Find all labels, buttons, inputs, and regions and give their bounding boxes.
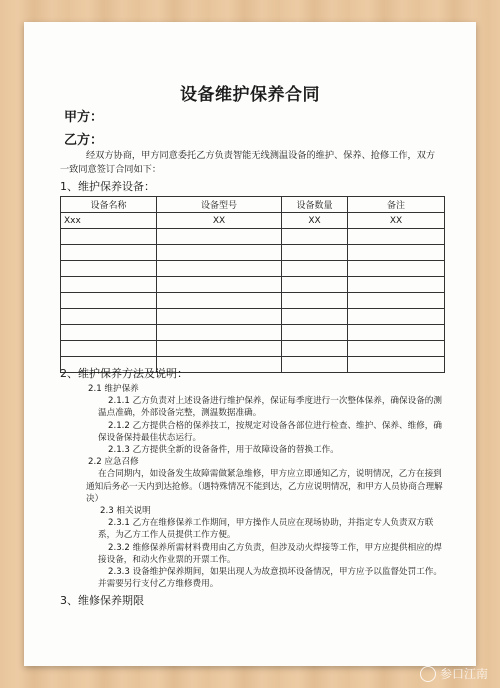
table-cell: [282, 341, 348, 357]
table-cell: [348, 245, 445, 261]
equipment-table: [60, 196, 445, 373]
clause-2-3-2: 2.3.2 维修保养所需材料费用由乙方负责，但涉及动火焊接等工作，甲方应提供相应的焊接设备，和动火作业票的开票工作。: [98, 542, 442, 565]
section-1-heading: 1、维护保养设备：: [60, 180, 155, 193]
table-row: [61, 261, 445, 277]
table-cell: [157, 293, 282, 309]
table-row: [61, 325, 445, 341]
table-cell: XX: [157, 213, 282, 229]
table-cell: [348, 309, 445, 325]
table-cell: [157, 341, 282, 357]
table-row: [61, 341, 445, 357]
table-row: [61, 309, 445, 325]
circle-logo-icon: [420, 666, 436, 682]
table-cell: [61, 229, 157, 245]
table-cell: [61, 341, 157, 357]
table-cell: [348, 325, 445, 341]
header-equipment-quantity: 设备数量: [282, 197, 348, 213]
clause-2-3-1: 2.3.1 乙方在维修保养工作期间，甲方操作人员应在现场协助，并指定专人负责双方联系，为乙方工作人员提供工作方便。: [98, 518, 434, 541]
table-row: [61, 293, 445, 309]
table-cell: [282, 325, 348, 341]
table-cell: [157, 229, 282, 245]
table-cell: [348, 277, 445, 293]
subsection-2-3-heading: 2.3 相关说明: [100, 506, 151, 517]
party-b-label: 乙方：: [64, 133, 104, 148]
clause-2-3-3: 2.3.3 设备维护保养期间，如果出现人为故意损坏设备情况，甲方应予以监督处罚工作。并需要另行支付乙方维修费用。: [98, 567, 442, 590]
table-cell: [157, 245, 282, 261]
table-cell: [282, 229, 348, 245]
table-cell: [348, 357, 445, 373]
section-3-heading: 3、维修保养期限: [60, 594, 144, 607]
watermark-text: 参口江南: [439, 667, 488, 681]
table-cell: [61, 277, 157, 293]
table-cell: [157, 325, 282, 341]
table-cell: [282, 245, 348, 261]
table-cell: [282, 277, 348, 293]
table-cell: [348, 341, 445, 357]
table-cell: [61, 293, 157, 309]
table-row: [61, 277, 445, 293]
subsection-2-1-heading: 2.1 维护保养: [88, 384, 139, 394]
table-cell: [282, 261, 348, 277]
table-cell: [61, 261, 157, 277]
table-cell: [61, 309, 157, 325]
table-cell: [157, 261, 282, 277]
table-header-row: [61, 197, 445, 213]
table-cell: [282, 293, 348, 309]
table-cell: [282, 357, 348, 373]
clause-2-2-text: 在合同期内，如设备发生故障需做紧急维修，甲方应立即通知乙方，说明情况，乙方在接到通知后务必一天内到达抢修。（遇特殊情况不能到达，乙方应说明情况，和甲方人员协商合理解决）: [86, 469, 443, 504]
table-row: [61, 229, 445, 245]
table-cell: [348, 293, 445, 309]
clause-2-1-1: 2.1.1 乙方负责对上述设备进行维护保养，保证每季度进行一次整体保养，确保设备的测温点准确，外部设备完整，测温数据准确。: [98, 396, 442, 419]
watermark: [420, 665, 488, 682]
clause-2-1-3: 2.1.3 乙方提供全新的设备备件，用于故障设备的替换工作。: [108, 445, 339, 456]
party-a-label: 甲方：: [64, 110, 104, 125]
header-equipment-name: 设备名称: [61, 197, 157, 213]
table-cell: [61, 325, 157, 341]
table-cell: [61, 245, 157, 261]
section-2-heading: 2、维护保养方法及说明：: [60, 367, 188, 380]
header-remarks: 备注: [348, 197, 445, 213]
table-row: [61, 245, 445, 261]
table-cell: [157, 277, 282, 293]
clause-2-1-2: 2.1.2 乙方提供合格的保养技工，按规定对设备各部位进行检查、维护、保养、维修，确保设备保持最佳状态运行。: [98, 420, 442, 443]
intro-paragraph: 经双方协商，甲方同意委托乙方负责智能无线测温设备的维护、保养、抢修工作，双方一致同意签订合同如下：: [60, 150, 436, 175]
table-row: [61, 213, 445, 229]
contract-title: 设备维护保养合同: [180, 85, 320, 105]
table-cell: XX: [348, 213, 445, 229]
subsection-2-2-heading: 2.2 应急召修: [88, 457, 139, 468]
table-cell: XX: [282, 213, 348, 229]
contract-page: [24, 22, 476, 666]
table-cell: [157, 309, 282, 325]
table-cell: [348, 229, 445, 245]
table-cell: [282, 309, 348, 325]
table-cell: [348, 261, 445, 277]
section-2-body: [60, 383, 444, 590]
table-cell: Xxx: [61, 213, 157, 229]
header-equipment-model: 设备型号: [157, 197, 282, 213]
